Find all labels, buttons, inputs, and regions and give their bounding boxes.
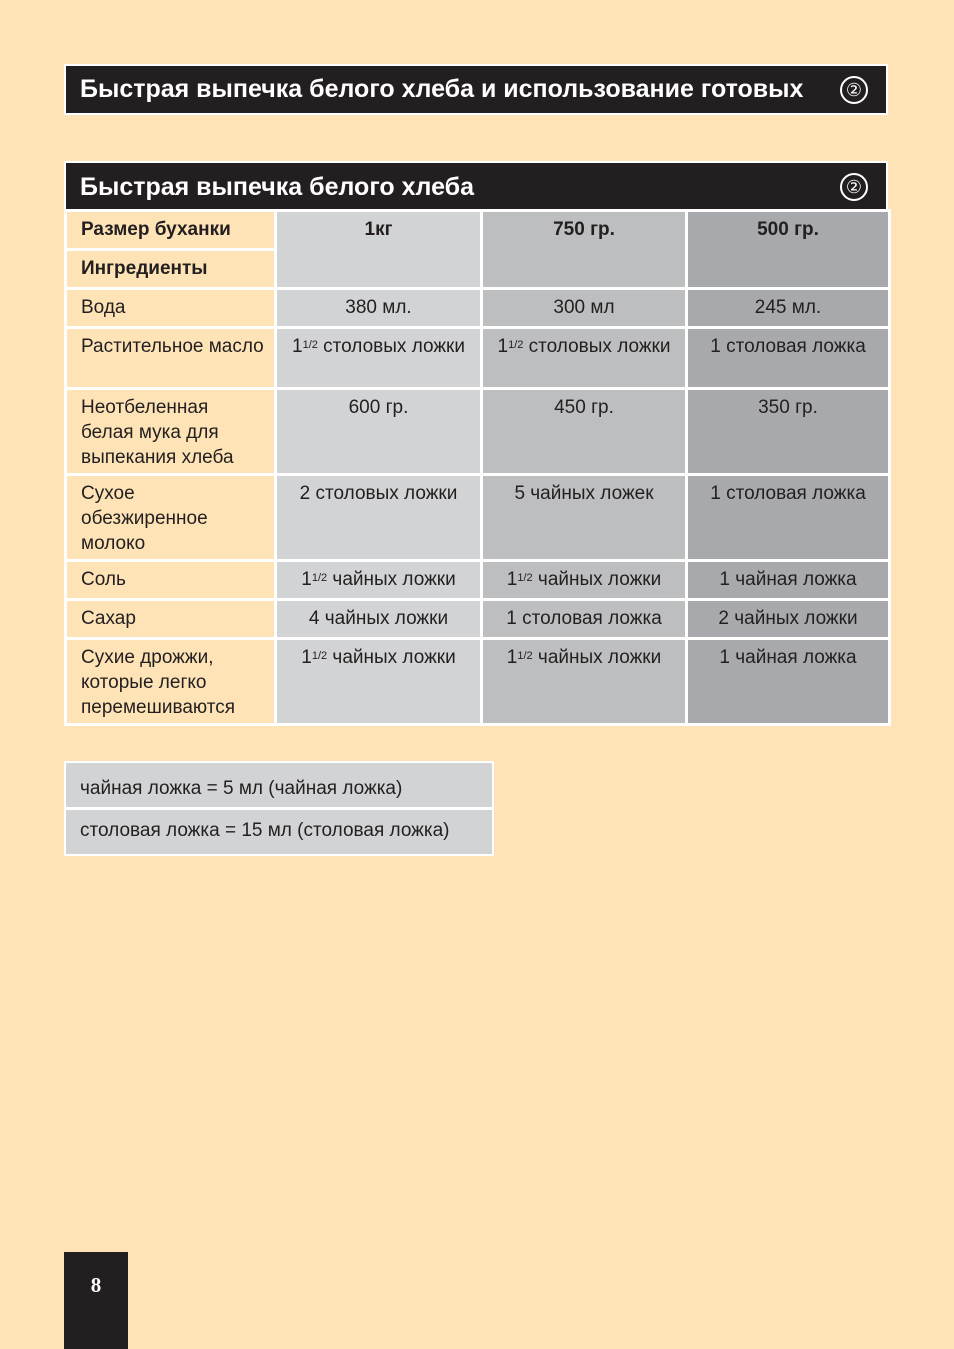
table-row (66, 328, 890, 389)
amount-750g: $1^{1/2}$ столовых ложки (482, 328, 687, 389)
amount-500g: 1 чайная ложка (687, 639, 890, 725)
ingredient-name: Соль (66, 561, 276, 600)
column-header-750g: 750 гр. (482, 211, 687, 289)
table-row (66, 475, 890, 561)
ingredient-name: Сахар (66, 600, 276, 639)
amount-1kg: $1^{1/2}$ чайных ложки (276, 639, 482, 725)
ingredient-name: Сухие дрожжи, которые легко перемешиваются (66, 639, 276, 725)
table-title: Быстрая выпечка белого хлеба (80, 172, 474, 201)
ingredient-name: Растительное масло (66, 328, 276, 389)
table-row (66, 600, 890, 639)
amount-500g: 1 чайная ложка (687, 561, 890, 600)
fraction-half: 1/2 (311, 650, 328, 662)
table-row (66, 289, 890, 328)
table-row (66, 389, 890, 475)
table-row (66, 639, 890, 725)
amount-500g: 350 гр. (687, 389, 890, 475)
fraction-half: 1/2 (508, 339, 524, 351)
amount-500g: 245 мл. (687, 289, 890, 328)
amount-1kg: 2 столовых ложки (276, 475, 482, 561)
loaf-size-label: Размер буханки (66, 211, 276, 250)
amount-500g: 1 столовая ложка (687, 475, 890, 561)
amount-1kg: 600 гр. (276, 389, 482, 475)
ingredient-name: Сухое обезжиренное молоко (66, 475, 276, 561)
table-row (66, 561, 890, 600)
page-number: 8 (64, 1252, 128, 1349)
amount-1kg: $1^{1/2}$ чайных ложки (276, 561, 482, 600)
section-header-bar (64, 64, 888, 115)
amount-750g: 1 столовая ложка (482, 600, 687, 639)
teaspoon-conversion: чайная ложка = 5 мл (чайная ложка) (80, 778, 403, 799)
step-number-badge: ② (840, 76, 868, 104)
section-header-title: Быстрая выпечка белого хлеба и использование готовых (80, 75, 804, 103)
amount-1kg: 4 чайных ложки (276, 600, 482, 639)
table-step-number-badge: ② (840, 173, 868, 201)
amount-500g: 2 чайных ложки (687, 600, 890, 639)
amount-1kg: 380 мл. (276, 289, 482, 328)
column-header-1kg: 1кг (276, 211, 482, 289)
ingredient-name: Неотбеленная белая мука для выпекания хлеба (66, 389, 276, 475)
tablespoon-conversion: столовая ложка = 15 мл (столовая ложка) (66, 807, 492, 854)
amount-750g: 450 гр. (482, 389, 687, 475)
ingredient-name: Вода (66, 289, 276, 328)
measurement-conversion-box (64, 761, 494, 856)
fraction-half: 1/2 (302, 339, 318, 351)
fraction-half: 1/2 (517, 650, 533, 662)
ingredients-label: Ингредиенты (66, 250, 276, 289)
column-header-500g: 500 гр. (687, 211, 890, 289)
table-header-row (66, 211, 890, 250)
amount-750g: $1^{1/2}$ чайных ложки (482, 561, 687, 600)
amount-1kg: $1^{1/2}$ столовых ложки (276, 328, 482, 389)
fraction-half: 1/2 (517, 572, 533, 584)
amount-750g: 5 чайных ложек (482, 475, 687, 561)
amount-750g: 300 мл (482, 289, 687, 328)
table-title-bar (64, 161, 888, 211)
recipe-table (64, 209, 891, 726)
amount-750g: $1^{1/2}$ чайных ложки (482, 639, 687, 725)
fraction-half: 1/2 (311, 572, 328, 584)
amount-500g: 1 столовая ложка (687, 328, 890, 389)
